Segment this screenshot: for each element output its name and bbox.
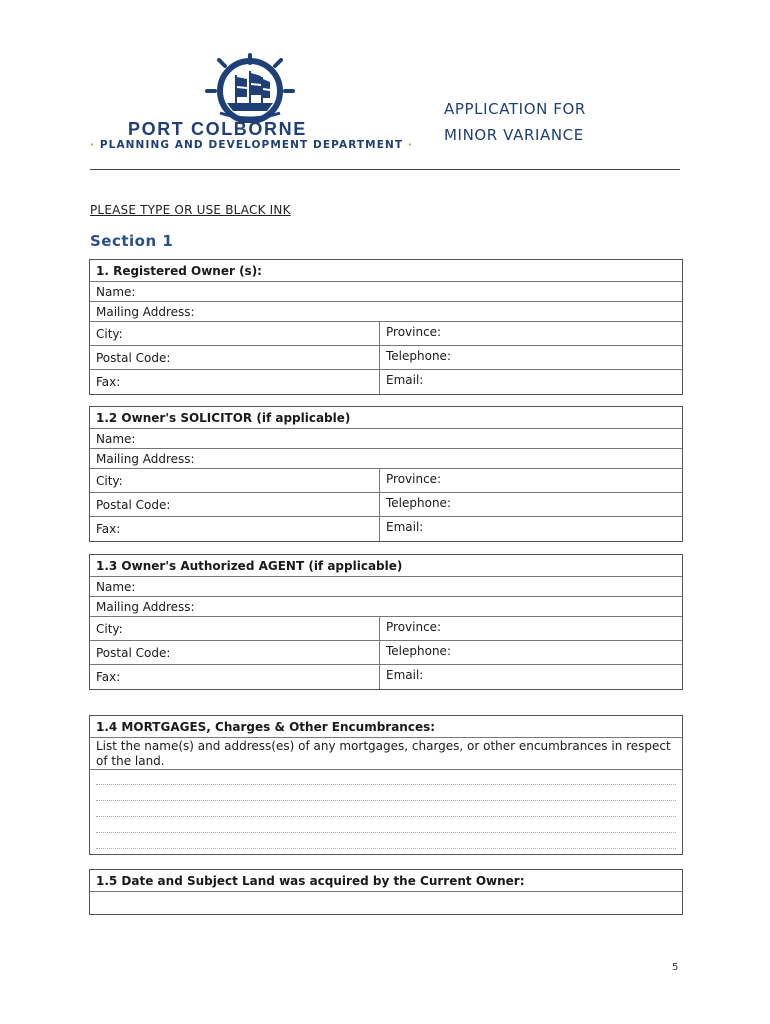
owner-email-field[interactable]: Email: [386,373,424,387]
entry-line [96,816,676,817]
owner-name-field[interactable]: Name: [96,284,136,299]
acquired-heading: 1.5 Date and Subject Land was acquired by the Current Owner: [96,873,525,888]
entry-line [96,848,676,849]
solicitor-table [89,406,683,542]
solicitor-name-field[interactable]: Name: [96,431,136,446]
department-label: PLANNING AND DEVELOPMENT DEPARTMENT [99,139,404,151]
separator-dot: · [407,139,414,151]
mortgages-entry-area[interactable] [90,769,682,854]
org-name: PORT COLBORNE [128,119,307,139]
solicitor-city-field[interactable]: City: [90,469,380,492]
owner-city-field[interactable]: City: [90,322,380,345]
entry-line [96,784,676,785]
solicitor-telephone-field[interactable]: Telephone: [386,496,451,510]
mortgages-table [89,715,683,855]
owner-fax-field[interactable]: Fax: [90,370,380,394]
title-line-2: MINOR VARIANCE [444,126,584,144]
agent-postal-field[interactable]: Postal Code: [90,641,380,664]
agent-name-field[interactable]: Name: [96,579,136,594]
agent-email-field[interactable]: Email: [386,668,424,682]
owner-mailing-field[interactable]: Mailing Address: [96,304,195,319]
header-divider [90,169,680,170]
solicitor-heading: 1.2 Owner's SOLICITOR (if applicable) [96,410,351,425]
mortgages-instructions: List the name(s) and address(es) of any mortgages, charges, or other encumbrances in respect of the land. [96,738,671,768]
acquired-table [89,869,683,915]
acquired-date-field[interactable] [90,892,682,914]
solicitor-mailing-field[interactable]: Mailing Address: [96,451,195,466]
solicitor-email-field[interactable]: Email: [386,520,424,534]
title-line-1: APPLICATION FOR [444,100,586,118]
separator-dot: · [90,139,96,151]
mortgages-heading: 1.4 MORTGAGES, Charges & Other Encumbrances: [96,719,436,734]
section-title: Section 1 [90,232,174,250]
department-name [90,139,413,151]
agent-table [89,554,683,690]
solicitor-fax-field[interactable]: Fax: [90,517,380,541]
application-title [444,96,586,148]
agent-telephone-field[interactable]: Telephone: [386,644,451,658]
agent-province-field[interactable]: Province: [386,620,442,634]
owner-postal-field[interactable]: Postal Code: [90,346,380,369]
entry-line [96,832,676,833]
owner-table [89,259,683,395]
solicitor-province-field[interactable]: Province: [386,472,442,486]
agent-mailing-field[interactable]: Mailing Address: [96,599,195,614]
solicitor-postal-field[interactable]: Postal Code: [90,493,380,516]
owner-telephone-field[interactable]: Telephone: [386,349,451,363]
port-colborne-logo [195,53,305,123]
ink-instructions: PLEASE TYPE OR USE BLACK INK [90,203,291,217]
agent-city-field[interactable]: City: [90,617,380,640]
agent-fax-field[interactable]: Fax: [90,665,380,689]
owner-province-field[interactable]: Province: [386,325,442,339]
page-number: 5 [672,962,679,973]
owner-heading: 1. Registered Owner (s): [96,263,262,278]
entry-line [96,800,676,801]
agent-heading: 1.3 Owner's Authorized AGENT (if applicable) [96,558,403,573]
